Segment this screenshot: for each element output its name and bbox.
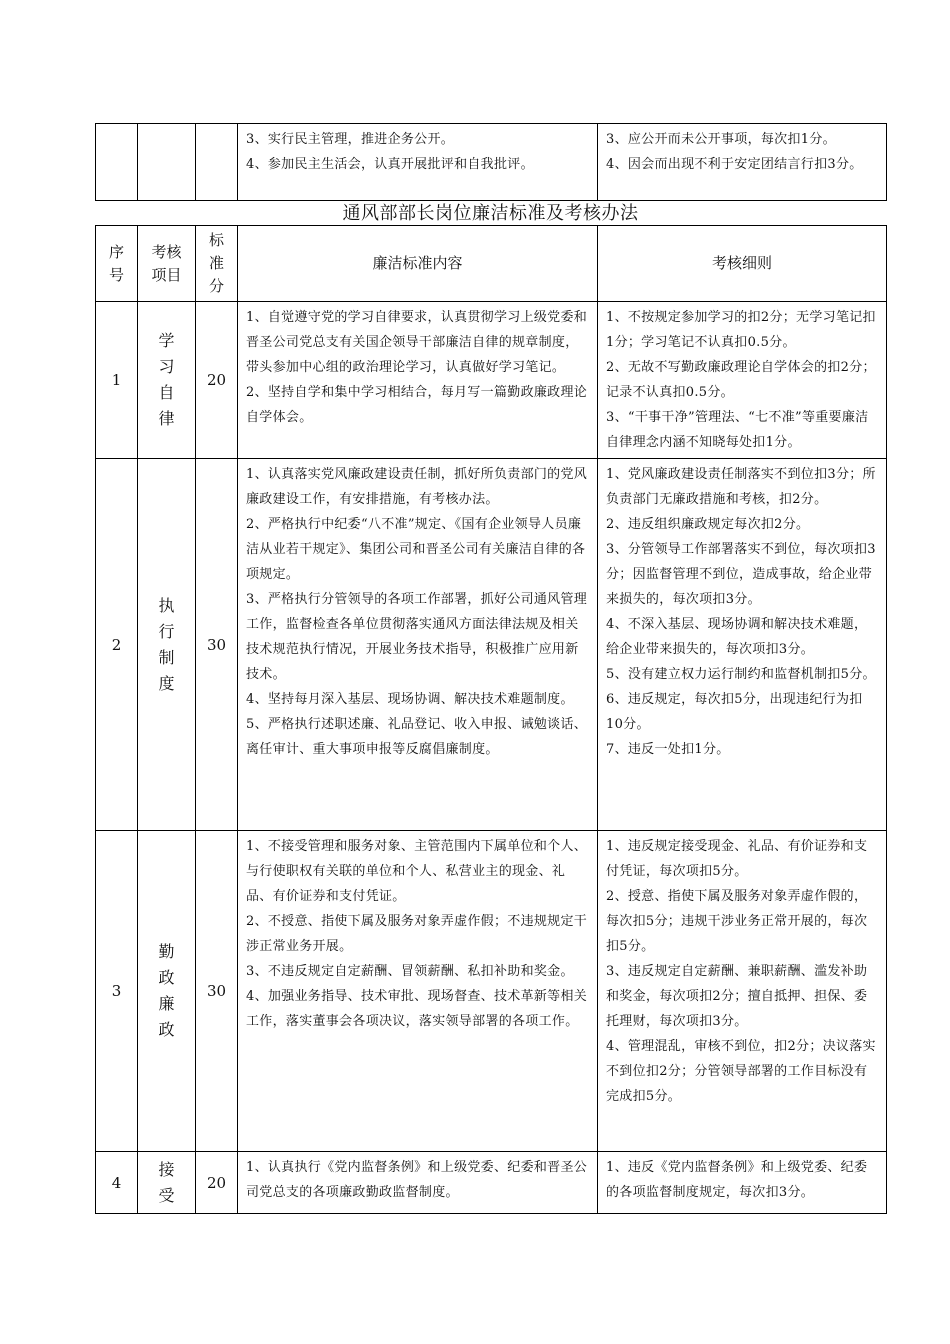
content-line: 3、不违反规定自定薪酬、冒领薪酬、私扣补助和奖金。 [246, 964, 574, 979]
content-line: 1、认真落实党风廉政建设责任制，抓好所负责部门的党风廉政建设工作，有安排措施，有考核办法。 [246, 467, 588, 507]
content-line: 2、严格执行中纪委“八不准”规定、《国有企业领导人员廉洁从业若干规定》、集团公司和晋圣公司有关廉洁自律的各项规定。 [246, 517, 586, 582]
assessment-line: 3、“干事干净”管理法、“七不准”等重要廉洁自律理念内涵不知晓每处扣1分。 [606, 410, 869, 450]
item-label: 勤政廉政 [158, 942, 175, 1039]
content-line: 2、不授意、指使下属及服务对象弄虚作假；不违规规定干涉正常业务开展。 [246, 914, 588, 954]
assessment-line: 3、违反规定自定薪酬、兼职薪酬、滥发补助和奖金，每次项扣2分；擅自抵押、担保、委托理财，每次项扣3分。 [606, 964, 868, 1029]
content-line: 4、加强业务指导、技术审批、现场督查、技术革新等相关工作，落实董事会各项决议，落实领导部署的各项工作。 [246, 989, 588, 1029]
table-row [96, 1152, 887, 1214]
assessment-cell [598, 124, 887, 201]
main-table [95, 225, 887, 1214]
seq-cell: 3 [96, 831, 138, 1152]
assessment-cell [598, 459, 887, 831]
content-line: 4、参加民主生活会，认真开展批评和自我批评。 [246, 157, 534, 172]
assessment-line: 2、违反组织廉政规定每次扣2分。 [606, 517, 810, 532]
seq-cell: 1 [96, 302, 138, 459]
assessment-line: 2、授意、指使下属及服务对象弄虚作假的，每次扣5分；违规干涉业务正常开展的，每次扣5分。 [606, 889, 868, 954]
score-cell: 30 [196, 459, 238, 831]
item-cell [138, 459, 196, 831]
content-line: 3、实行民主管理，推进企务公开。 [246, 132, 455, 147]
empty-seq-cell [96, 124, 138, 201]
assessment-line: 1、不按规定参加学习的扣2分；无学习笔记扣1分；学习笔记不认真扣0.5分。 [606, 310, 876, 350]
header-item-label: 考核项目 [151, 242, 182, 284]
seq-cell: 4 [96, 1152, 138, 1214]
content-line: 1、自觉遵守党的学习自律要求，认真贯彻学习上级党委和晋圣公司党总支有关国企领导干部廉洁自律的规章制度，带头参加中心组的政治理论学习，认真做好学习笔记。 [246, 310, 588, 375]
header-seq-label: 序号 [108, 242, 124, 284]
assessment-line: 7、违反一处扣1分。 [606, 742, 730, 757]
score-cell: 20 [196, 302, 238, 459]
assessment-line: 5、没有建立权力运行制约和监督机制扣5分。 [606, 667, 876, 682]
item-cell [138, 302, 196, 459]
content-cell [238, 1152, 598, 1214]
item-label: 学习自律 [158, 331, 175, 428]
table-row [96, 831, 887, 1152]
content-cell [238, 302, 598, 459]
assessment-line: 3、应公开而未公开事项，每次扣1分。 [606, 132, 836, 147]
content-line: 4、坚持每月深入基层、现场协调、解决技术难题制度。 [246, 692, 574, 707]
top-continuation-table [95, 123, 887, 201]
assessment-cell [598, 1152, 887, 1214]
header-content: 廉洁标准内容 [238, 226, 598, 302]
page-title: 通风部部长岗位廉洁标准及考核办法 [342, 203, 639, 224]
assessment-line: 1、党风廉政建设责任制落实不到位扣3分；所负责部门无廉政措施和考核，扣2分。 [606, 467, 876, 507]
assessment-line: 1、违反规定接受现金、礼品、有价证券和支付凭证，每次项扣5分。 [606, 839, 868, 879]
empty-score-cell [196, 124, 238, 201]
header-score-label: 标准分 [208, 231, 224, 295]
content-line: 2、坚持自学和集中学习相结合，每月写一篇勤政廉政理论自学体会。 [246, 385, 588, 425]
score-cell: 30 [196, 831, 238, 1152]
item-cell [138, 1152, 196, 1214]
content-cell [238, 831, 598, 1152]
assessment-cell [598, 831, 887, 1152]
assessment-line: 6、违反规定，每次扣5分，出现违纪行为扣10分。 [606, 692, 863, 732]
header-assessment: 考核细则 [598, 226, 887, 302]
header-score [196, 226, 238, 302]
assessment-cell [598, 302, 887, 459]
content-line: 3、严格执行分管领导的各项工作部署，抓好公司通风管理工作，监督检查各单位贯彻落实通风方面法律法规及相关技术规范执行情况，开展业务技术指导，积极推广应用新技术。 [246, 592, 588, 682]
assessment-line: 4、不深入基层、现场协调和解决技术难题，给企业带来损失的，每次项扣3分。 [606, 617, 868, 657]
assessment-line: 4、因会而出现不利于安定团结言行扣3分。 [606, 157, 863, 172]
item-cell [138, 831, 196, 1152]
table-row [96, 302, 887, 459]
content-cell [238, 124, 598, 201]
assessment-line: 1、违反《党内监督条例》和上级党委、纪委的各项监督制度规定，每次扣3分。 [606, 1160, 868, 1200]
content-cell [238, 459, 598, 831]
content-line: 1、认真执行《党内监督条例》和上级党委、纪委和晋圣公司党总支的各项廉政勤政监督制度。 [246, 1160, 588, 1200]
table-row [96, 459, 887, 831]
header-row [96, 226, 887, 302]
assessment-line: 3、分管领导工作部署落实不到位，每次项扣3分；因监督管理不到位，造成事故，给企业带来损失的，每次项扣3分。 [606, 542, 876, 607]
assessment-line: 4、管理混乱，审核不到位，扣2分；决议落实不到位扣2分；分管领导部署的工作目标没有完成扣5分。 [606, 1039, 876, 1104]
assessment-line: 2、无故不写勤政廉政理论自学体会的扣2分；记录不认真扣0.5分。 [606, 360, 876, 400]
content-line: 1、不接受管理和服务对象、主管范围内下属单位和个人、与行使职权有关联的单位和个人、私营业主的现金、礼品、有价证券和支付凭证。 [246, 839, 588, 904]
score-cell: 20 [196, 1152, 238, 1214]
item-label: 执行制度 [158, 595, 175, 693]
empty-item-cell [138, 124, 196, 201]
seq-cell: 2 [96, 459, 138, 831]
header-seq [96, 226, 138, 302]
item-label: 接受 [158, 1159, 175, 1205]
header-item [138, 226, 196, 302]
content-line: 5、严格执行述职述廉、礼品登记、收入申报、诫勉谈话、离任审计、重大事项申报等反腐倡廉制度。 [246, 717, 588, 757]
